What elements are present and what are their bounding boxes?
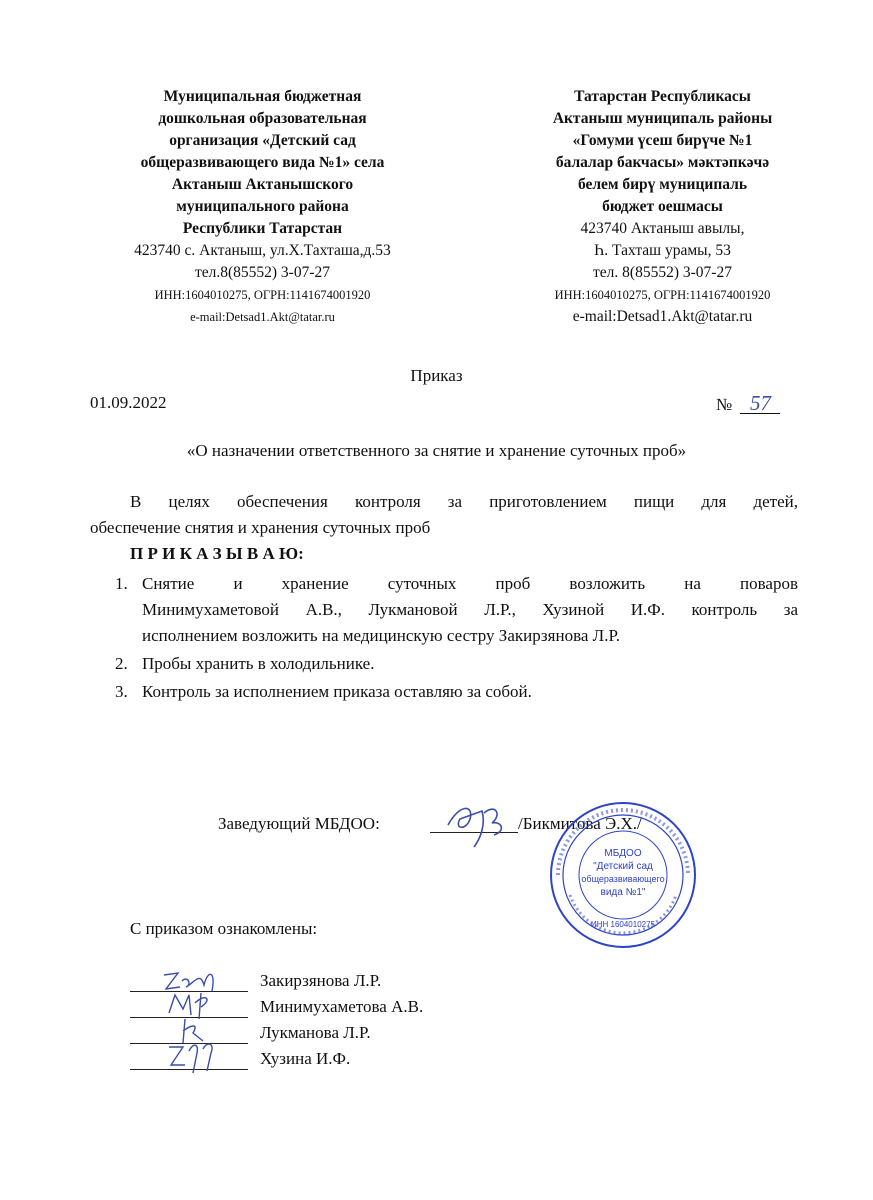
order-item (115, 653, 798, 674)
order-items (115, 573, 798, 702)
org-name-line: общеразвивающего вида №1» села (140, 154, 385, 171)
org-name-line: Татарстан Республикасы (574, 88, 751, 105)
org-name-line: дошкольная образовательная (158, 110, 367, 127)
preamble-line: В целях обеспечения контроля за приготовлением пищи для детей, (130, 492, 798, 511)
order-title: Приказ (410, 366, 463, 385)
order-date: 01.09.2022 (90, 393, 167, 412)
ack-heading: С приказом ознакомлены: (130, 919, 318, 938)
order-subject: «О назначении ответственного за снятие и хранение суточных проб» (186, 441, 687, 460)
org-ids: ИНН:1604010275, ОГРН:1141674001920 (154, 288, 371, 302)
number-label: № (716, 395, 733, 414)
org-phone: тел. 8(85552) 3-07-27 (593, 264, 732, 281)
item-line: Снятие и хранение суточных проб возложить на поваров (142, 574, 798, 593)
order-number (716, 393, 791, 417)
org-name-line: Республики Татарстан (182, 220, 343, 237)
director-position: Заведующий МБДОО: (218, 814, 380, 833)
org-name-line: муниципального района (176, 198, 349, 215)
director-name: /Бикмитова Э.Х./ (518, 814, 642, 833)
official-stamp (548, 800, 698, 950)
handwritten-number: 57 (740, 393, 780, 414)
ack-signature-scribble (165, 1039, 225, 1075)
ack-row (130, 1049, 460, 1073)
item-line: Пробы хранить в холодильнике. (142, 654, 375, 673)
item-number: 3. (115, 682, 128, 701)
org-address: 423740 с. Актаныш, ул.Х.Тахташа,д.53 (134, 242, 391, 259)
org-ids: ИНН:1604010275, ОГРН:1141674001920 (554, 288, 771, 302)
ack-person-name: Минимухаметова А.В. (260, 997, 424, 1016)
org-name-line: «Гомуми үсеш бирүче №1 (572, 132, 753, 149)
org-name-line: балалар бакчасы» мәктәпкәчә (555, 154, 770, 171)
org-email: e-mail:Detsad1.Akt@tatar.ru (190, 310, 335, 324)
header-left (95, 86, 430, 328)
org-name-line: белем бирү муниципаль (577, 176, 748, 193)
org-address: 423740 Актаныш авылы, (580, 220, 745, 237)
org-name-line: организация «Детский сад (169, 132, 356, 149)
org-address: Һ. Тахташ урамы, 53 (594, 242, 731, 259)
org-name-line: Актаныш Актанышского (171, 176, 354, 193)
item-line: исполнением возложить на медицинскую сестру Закирзянова Л.Р. (142, 626, 621, 645)
stamp-bottom-text: ИНН 1604010275 (590, 920, 656, 929)
director-signature-scribble (440, 795, 520, 855)
stamp-line: общеразвивающего (581, 874, 665, 884)
ack-person-name: Хузина И.Ф. (260, 1049, 351, 1068)
ack-person-name: Лукманова Л.Р. (260, 1023, 371, 1042)
org-phone: тел.8(85552) 3-07-27 (194, 264, 331, 281)
org-email: e-mail:Detsad1.Akt@tatar.ru (572, 308, 753, 325)
stamp-line: "Детский сад (593, 861, 653, 872)
item-line: Контроль за исполнением приказа оставляю за собой. (142, 682, 532, 701)
item-number: 1. (115, 574, 128, 593)
header-right (495, 86, 830, 328)
order-item (115, 681, 798, 702)
preamble-line: обеспечение снятия и хранения суточных проб (90, 518, 431, 537)
item-line: Минимухаметовой А.В., Лукмановой Л.Р., Хузиной И.Ф. контроль за (142, 600, 798, 619)
ack-person-name: Закирзянова Л.Р. (260, 971, 382, 990)
item-number: 2. (115, 654, 128, 673)
org-name-line: бюджет оешмасы (602, 198, 723, 215)
order-item (115, 573, 798, 646)
stamp-line: вида №1" (600, 887, 646, 898)
stamp-line: МБДОО (604, 848, 642, 859)
org-name-line: Актаныш муниципаль районы (552, 110, 773, 127)
order-word: П Р И К А З Ы В А Ю: (130, 544, 304, 563)
org-name-line: Муниципальная бюджетная (163, 88, 362, 105)
